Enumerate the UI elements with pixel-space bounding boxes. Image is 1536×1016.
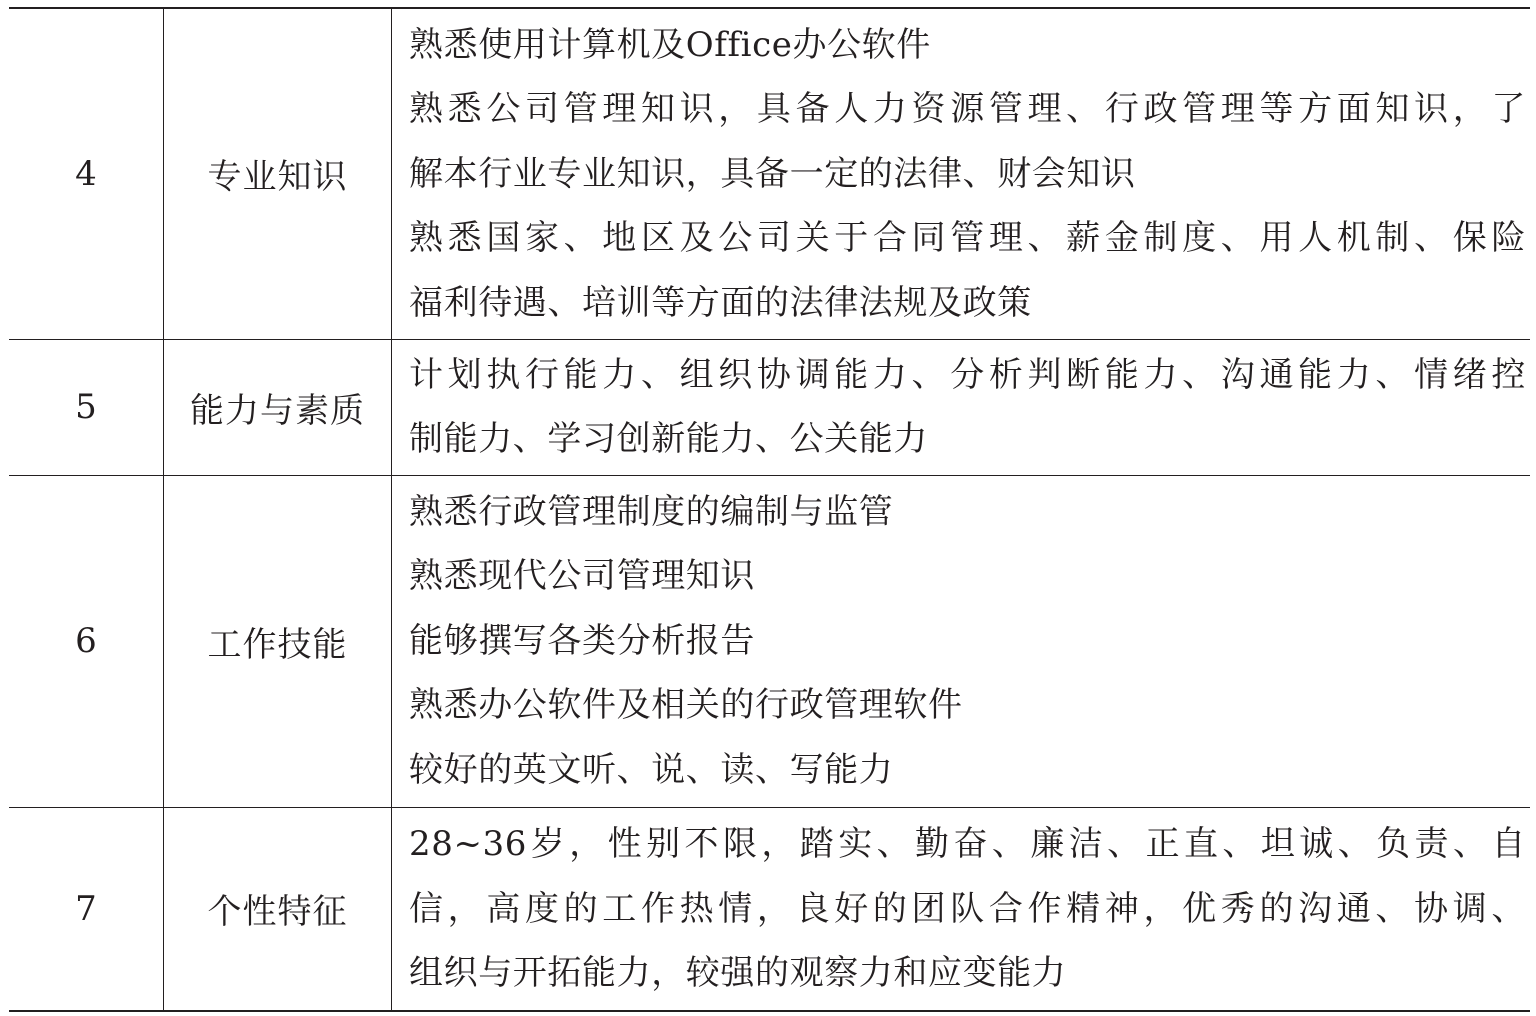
content-line: 熟悉行政管理制度的编制与监管 bbox=[409, 491, 894, 532]
row-number: 6 bbox=[9, 475, 164, 807]
row-category: 工作技能 bbox=[164, 475, 392, 807]
content-line: 熟悉使用计算机及Office办公软件 bbox=[409, 24, 931, 65]
content-line: 信，高度的工作热情，良好的团队合作精神，优秀的沟通、协调、 bbox=[409, 888, 1526, 929]
content-line: 熟悉现代公司管理知识 bbox=[409, 556, 755, 597]
content-line: 28~36岁，性别不限，踏实、勤奋、廉洁、正直、坦诚、负责、自 bbox=[409, 824, 1526, 864]
row-content bbox=[392, 8, 1531, 339]
content-line: 熟悉办公软件及相关的行政管理软件 bbox=[409, 685, 963, 726]
row-category: 能力与素质 bbox=[164, 339, 392, 475]
content-line: 制能力、学习创新能力、公关能力 bbox=[409, 419, 928, 459]
content-line: 计划执行能力、组织协调能力、分析判断能力、沟通能力、情绪控 bbox=[409, 354, 1526, 395]
row-category: 个性特征 bbox=[164, 807, 392, 1011]
row-category: 专业知识 bbox=[164, 8, 392, 339]
row-number: 5 bbox=[9, 339, 164, 475]
row-content bbox=[392, 807, 1531, 1011]
table-row bbox=[9, 339, 1530, 475]
content-line: 解本行业专业知识，具备一定的法律、财会知识 bbox=[409, 153, 1136, 194]
table-row bbox=[9, 8, 1530, 339]
table-row bbox=[9, 807, 1530, 1011]
row-number: 7 bbox=[9, 807, 164, 1011]
row-content bbox=[392, 475, 1531, 807]
content-line: 熟悉国家、地区及公司关于合同管理、薪金制度、用人机制、保险 bbox=[409, 218, 1526, 258]
requirements-table bbox=[9, 7, 1530, 1012]
row-content bbox=[392, 339, 1531, 475]
content-line: 较好的英文听、说、读、写能力 bbox=[409, 749, 894, 790]
content-line: 能够撰写各类分析报告 bbox=[409, 620, 755, 661]
table-row bbox=[9, 475, 1530, 807]
content-line: 福利待遇、培训等方面的法律法规及政策 bbox=[409, 282, 1032, 323]
row-number: 4 bbox=[9, 8, 164, 339]
content-line: 组织与开拓能力，较强的观察力和应变能力 bbox=[409, 953, 1067, 993]
content-line: 熟悉公司管理知识，具备人力资源管理、行政管理等方面知识，了 bbox=[409, 89, 1526, 129]
